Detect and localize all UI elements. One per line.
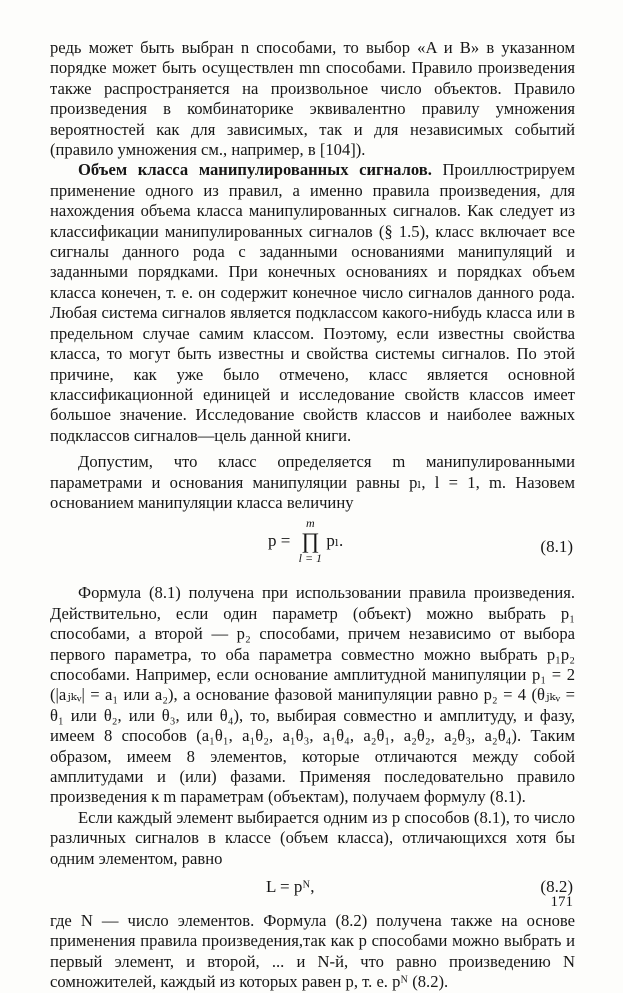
- product-operator: [296, 517, 324, 565]
- formula-8-1-lhs: p =: [268, 531, 291, 551]
- paragraph-where-n: где N — число элементов. Формула (8.2) получена также на основе применения правила произведения,так как p способами можно выбрать и первый элемент, и второй, ... и N-й, что равно произведению N сомножителей, каждый из которых равен p, т. е. pᴺ (8.2).: [50, 911, 575, 992]
- product-lower-limit: l = 1: [298, 551, 323, 566]
- formula-8-1-number: (8.1): [540, 537, 573, 557]
- product-symbol: ∏: [301, 528, 320, 554]
- product-upper-limit: m: [306, 516, 315, 531]
- paragraph-class-volume-body: Проиллюстрируем применение одного из правил, а именно правила произведения, для нахождения объема класса манипулированных сигналов. Как следует из классификации манипулированных сигналов (§ 1.5), класс включает все сигналы данного рода с заданными основаниями манипуляций и заданными порядками. При конечных основаниях и порядках объем класса конечен, т. е. он содержит конечное число сигналов данного рода. Любая система сигналов является подклассом какого-нибудь класса или в предельном случае самим классом. Поэтому, если известны свойства класса, то могут быть известны и свойства системы сигналов. По этой причине, как уже было отмечено, класс является основной классификационной единицей и исследование свойств классов имеет большое значение. Исследование свойств классов и наиболее важных подклассов сигналов—цель данной книги.: [50, 160, 575, 445]
- formula-8-1-rhs: pₗ.: [326, 531, 344, 551]
- section-heading: Объем класса манипулированных сигналов.: [78, 160, 432, 180]
- formula-8-2-number: (8.2): [540, 877, 573, 897]
- formula-8-2: [50, 871, 575, 907]
- page-number: 171: [550, 894, 573, 910]
- paragraph-continuation: редь может быть выбран n способами, то выбор «A и B» в указанном порядке может быть осуществлен mn способами. Правило произведения также распространяется на произвольное число объектов. Правило произведения в комбинаторике эквивалентно правилу умножения вероятностей как для зависимых, так и для независимых событий (правило умножения см., например, в [104]).: [50, 38, 575, 160]
- formula-8-1: [50, 515, 575, 579]
- paragraph-assumption: Допустим, что класс определяется m манипулированными параметрами и основания манипуляции равны pₗ, l = 1, m. Назовем основанием манипуляции класса величину: [50, 452, 575, 512]
- formula-8-2-expression: L = pᴺ,: [266, 877, 315, 897]
- paragraph-class-volume: [50, 160, 575, 446]
- paragraph-formula-explanation: Формула (8.1) получена при использовании правила произведения. Действительно, если один параметр (объект) можно выбрать p₁ способами, а второй — p₂ способами, причем независимо от выбора первого параметра, то оба параметра совместно можно выбрать p₁p₂ способами. Например, если основание амплитудной манипуляции p₁ = 2 (|aⱼₖᵥ| = a₁ или a₂), а основание фазовой манипуляции равно p₂ = 4 (θⱼₖᵥ = θ₁ или θ₂, или θ₃, или θ₄), то, выбирая совместно и амплитуду, и фазу, имеем 8 способов (a₁θ₁, a₁θ₂, a₁θ₃, a₁θ₄, a₂θ₁, a₂θ₂, a₂θ₃, a₂θ₄). Таким образом, имеем 8 элементов, которые отличаются между собой амплитудами и (или) фазами. Применяя последовательно правило произведения к m параметрам (объектам), получаем формулу (8.1).: [50, 583, 575, 807]
- paragraph-each-element: Если каждый элемент выбирается одним из p способов (8.1), то число различных сигналов в классе (объем класса), отличающихся хотя бы одним элементом, равно: [50, 807, 575, 868]
